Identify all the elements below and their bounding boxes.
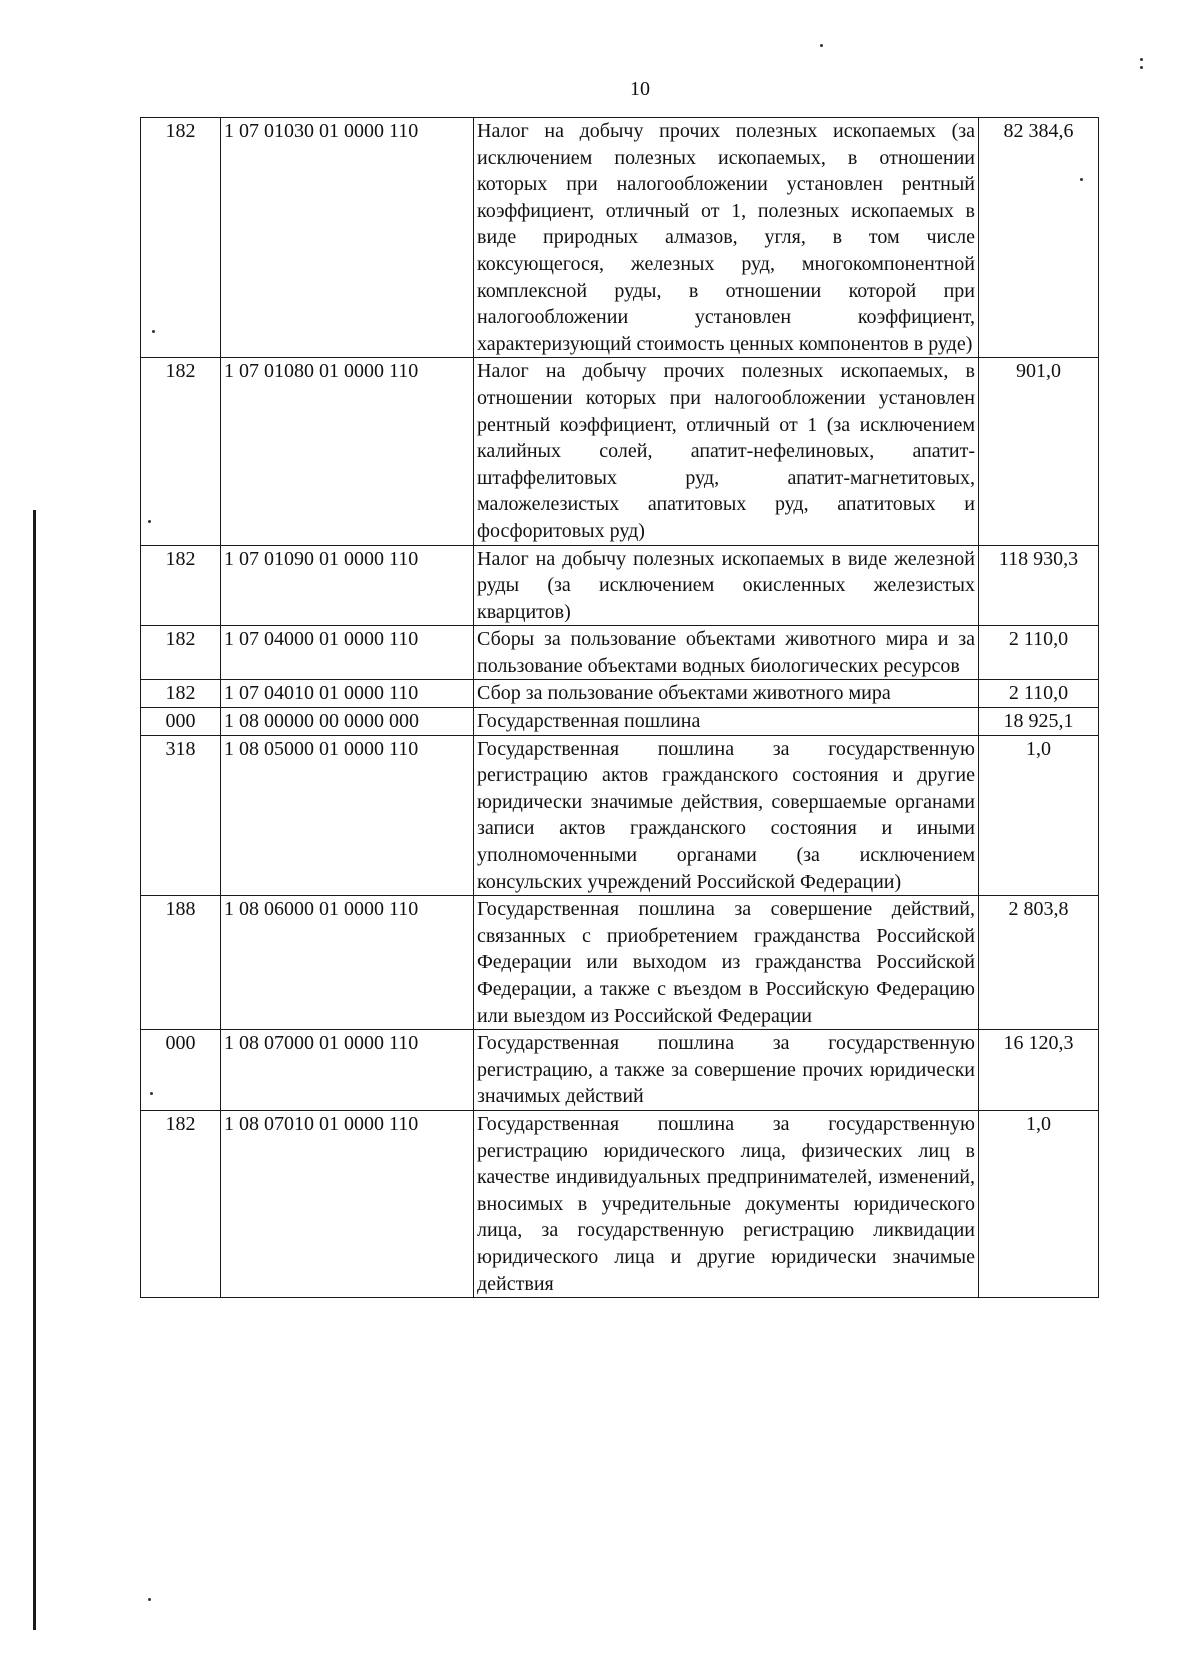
revenue-name-cell: Государственная пошлина за государственную регистрацию, а также за совершение прочих юридически значимых действий (474, 1030, 979, 1111)
budget-code-cell: 1 08 07010 01 0000 110 (221, 1110, 474, 1297)
table-row (141, 680, 1099, 708)
table-row (141, 1030, 1099, 1111)
budget-code-cell: 1 07 04000 01 0000 110 (221, 626, 474, 680)
admin-code-cell: 182 (141, 680, 221, 708)
table-row (141, 358, 1099, 545)
budget-code-cell: 1 07 04010 01 0000 110 (221, 680, 474, 708)
revenue-table (140, 117, 1099, 1298)
amount-cell: 2 110,0 (979, 680, 1099, 708)
budget-code-cell: 1 07 01030 01 0000 110 (221, 118, 474, 358)
admin-code-cell: 188 (141, 896, 221, 1030)
scan-speck (148, 1598, 151, 1601)
budget-code-cell: 1 08 07000 01 0000 110 (221, 1030, 474, 1111)
scan-speck (1140, 58, 1143, 61)
table-row (141, 1110, 1099, 1297)
table-row (141, 896, 1099, 1030)
table-row (141, 118, 1099, 358)
table-row (141, 626, 1099, 680)
amount-cell: 82 384,6 (979, 118, 1099, 358)
admin-code-cell: 182 (141, 118, 221, 358)
scan-speck (820, 44, 823, 47)
table-row (141, 735, 1099, 896)
revenue-name-cell: Налог на добычу прочих полезных ископаемых (за исключением полезных ископаемых, в отношении которых при налогообложении установлен рентный коэффициент, отличный от 1, полезных ископаемых в виде природных алмазов, угля, в том числе коксующегося, железных руд, многокомпонентной комплексной руды, в отношении которой при налогообложении установлен коэффициент, характеризующий стоимость ценных компонентов в руде) (474, 118, 979, 358)
admin-code-cell: 182 (141, 626, 221, 680)
amount-cell: 2 110,0 (979, 626, 1099, 680)
revenue-name-cell: Государственная пошлина (474, 708, 979, 736)
amount-cell: 18 925,1 (979, 708, 1099, 736)
table-row (141, 545, 1099, 626)
page-number: 10 (630, 78, 650, 100)
scan-speck (1140, 66, 1143, 69)
amount-cell: 2 803,8 (979, 896, 1099, 1030)
admin-code-cell: 318 (141, 735, 221, 896)
revenue-name-cell: Сбор за пользование объектами животного мира (474, 680, 979, 708)
revenue-name-cell: Сборы за пользование объектами животного мира и за пользование объектами водных биологических ресурсов (474, 626, 979, 680)
amount-cell: 901,0 (979, 358, 1099, 545)
amount-cell: 1,0 (979, 1110, 1099, 1297)
admin-code-cell: 000 (141, 708, 221, 736)
amount-cell: 1,0 (979, 735, 1099, 896)
budget-code-cell: 1 07 01080 01 0000 110 (221, 358, 474, 545)
revenue-name-cell: Налог на добычу прочих полезных ископаемых, в отношении которых при налогообложении установлен рентный коэффициент, отличный от 1 (за исключением калийных солей, апатит-нефелиновых, апатит-штаффелитовых руд, апатит-магнетитовых, маложелезистых апатитовых руд, апатитовых и фосфоритовых руд) (474, 358, 979, 545)
scan-edge-mark (33, 510, 36, 1630)
revenue-name-cell: Государственная пошлина за государственную регистрацию юридического лица, физических лиц в качестве индивидуальных предпринимателей, изменений, вносимых в учредительные документы юридического лица, за государственную регистрацию ликвидации юридического лица и другие юридически значимые действия (474, 1110, 979, 1297)
revenue-name-cell: Налог на добычу полезных ископаемых в виде железной руды (за исключением окисленных железистых кварцитов) (474, 545, 979, 626)
budget-code-cell: 1 08 06000 01 0000 110 (221, 896, 474, 1030)
budget-code-cell: 1 08 00000 00 0000 000 (221, 708, 474, 736)
budget-code-cell: 1 08 05000 01 0000 110 (221, 735, 474, 896)
budget-code-cell: 1 07 01090 01 0000 110 (221, 545, 474, 626)
admin-code-cell: 000 (141, 1030, 221, 1111)
amount-cell: 16 120,3 (979, 1030, 1099, 1111)
admin-code-cell: 182 (141, 358, 221, 545)
revenue-name-cell: Государственная пошлина за государственную регистрацию актов гражданского состояния и другие юридически значимые действия, совершаемые органами записи актов гражданского состояния и иными уполномоченными органами (за исключением консульских учреждений Российской Федерации) (474, 735, 979, 896)
admin-code-cell: 182 (141, 1110, 221, 1297)
amount-cell: 118 930,3 (979, 545, 1099, 626)
table-row (141, 708, 1099, 736)
admin-code-cell: 182 (141, 545, 221, 626)
revenue-name-cell: Государственная пошлина за совершение действий, связанных с приобретением гражданства Российской Федерации или выходом из гражданства Российской Федерации, а также с въездом в Российскую Федерацию или выездом из Российской Федерации (474, 896, 979, 1030)
